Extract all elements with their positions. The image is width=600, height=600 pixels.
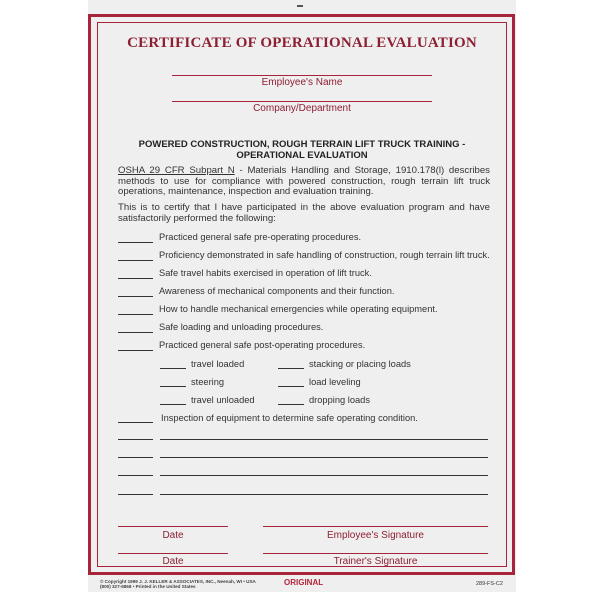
employee-signature-line[interactable] — [263, 526, 488, 527]
date-line-1[interactable] — [118, 526, 228, 527]
sub-item-blank[interactable] — [278, 386, 304, 387]
extra-text-line[interactable] — [160, 439, 488, 440]
extra-text-line[interactable] — [160, 494, 488, 495]
form-code: 289-FS-C2 — [476, 581, 503, 587]
checklist-item: How to handle mechanical emergencies while operating equipment. — [159, 304, 438, 314]
osha-reference: OSHA 29 CFR Subpart N — [118, 165, 235, 176]
company-line[interactable] — [172, 101, 432, 102]
trainer-signature-line[interactable] — [263, 553, 488, 554]
trainer-signature-label: Trainer's Signature — [333, 556, 418, 567]
sub-item-blank[interactable] — [160, 368, 186, 369]
checklist-item: Safe loading and unloading procedures. — [159, 322, 324, 332]
checklist-item: Practiced general safe post-operating procedures. — [159, 340, 366, 350]
sub-item-blank[interactable] — [160, 404, 186, 405]
extra-check-blank[interactable] — [118, 457, 153, 458]
sub-item-blank[interactable] — [278, 404, 304, 405]
sub-item-stacking: stacking or placing loads — [309, 359, 411, 369]
heading-line-1: POWERED CONSTRUCTION, ROUGH TERRAIN LIFT TRUCK TRAINING - — [138, 139, 466, 150]
sub-item-load-leveling: load leveling — [309, 377, 361, 387]
item-blank[interactable] — [118, 260, 153, 261]
checklist-item: Proficiency demonstrated in safe handling of construction, rough terrain lift truck. — [159, 250, 490, 260]
checklist-item: Practiced general safe pre-operating procedures. — [159, 232, 362, 242]
employee-signature-label: Employee's Signature — [327, 530, 424, 541]
copyright-line-1: © Copyright 1999 J. J. KELLER & ASSOCIATES, INC., Neenah, WI • USA — [100, 579, 256, 584]
certificate-title: CERTIFICATE OF OPERATIONAL EVALUATION — [127, 35, 477, 51]
date-label-1: Date — [162, 530, 184, 541]
certify-paragraph: This is to certify that I have participated in the above evaluation program and have satisfactorily performed the following: — [118, 202, 490, 224]
date-line-2[interactable] — [118, 553, 228, 554]
extra-check-blank[interactable] — [118, 475, 153, 476]
item-blank[interactable] — [118, 296, 153, 297]
sub-item-blank[interactable] — [278, 368, 304, 369]
heading-line-2: OPERATIONAL EVALUATION — [236, 150, 368, 161]
sub-item-travel-loaded: travel loaded — [191, 359, 245, 369]
extra-check-blank[interactable] — [118, 494, 153, 495]
item-blank[interactable] — [118, 422, 153, 423]
copyright-notice — [100, 579, 256, 589]
sub-item-travel-unloaded: travel unloaded — [191, 395, 255, 405]
date-label-2: Date — [162, 556, 184, 567]
copyright-line-2: (800) 327-6868 • Printed in the United States — [100, 584, 196, 589]
sub-item-steering: steering — [191, 377, 225, 387]
item-blank[interactable] — [118, 278, 153, 279]
extra-text-line[interactable] — [160, 457, 488, 458]
item-blank[interactable] — [118, 332, 153, 333]
sub-item-blank[interactable] — [160, 386, 186, 387]
original-label: ORIGINAL — [284, 578, 324, 587]
employee-name-label: Employee's Name — [261, 77, 343, 88]
item-blank[interactable] — [118, 350, 153, 351]
extra-check-blank[interactable] — [118, 439, 153, 440]
employee-name-line[interactable] — [172, 75, 432, 76]
checklist-item: Safe travel habits exercised in operation of lift truck. — [159, 268, 372, 278]
item-blank[interactable] — [118, 314, 153, 315]
osha-text: - Materials Handling and Storage, 1910.178(l) describes methods to use for compliance with powered construction, rough terrain lift truck operations, maintenance, inspection and evaluation training. — [118, 165, 490, 197]
osha-paragraph — [118, 166, 490, 198]
training-heading — [110, 139, 494, 161]
item-blank[interactable] — [118, 242, 153, 243]
checklist-item: Awareness of mechanical components and their function. — [159, 286, 395, 296]
page-top-mark — [297, 5, 303, 7]
company-label: Company/Department — [253, 103, 351, 114]
extra-text-line[interactable] — [160, 475, 488, 476]
inspection-item: Inspection of equipment to determine safe operating condition. — [161, 413, 418, 423]
sub-item-dropping-loads: dropping loads — [309, 395, 370, 405]
